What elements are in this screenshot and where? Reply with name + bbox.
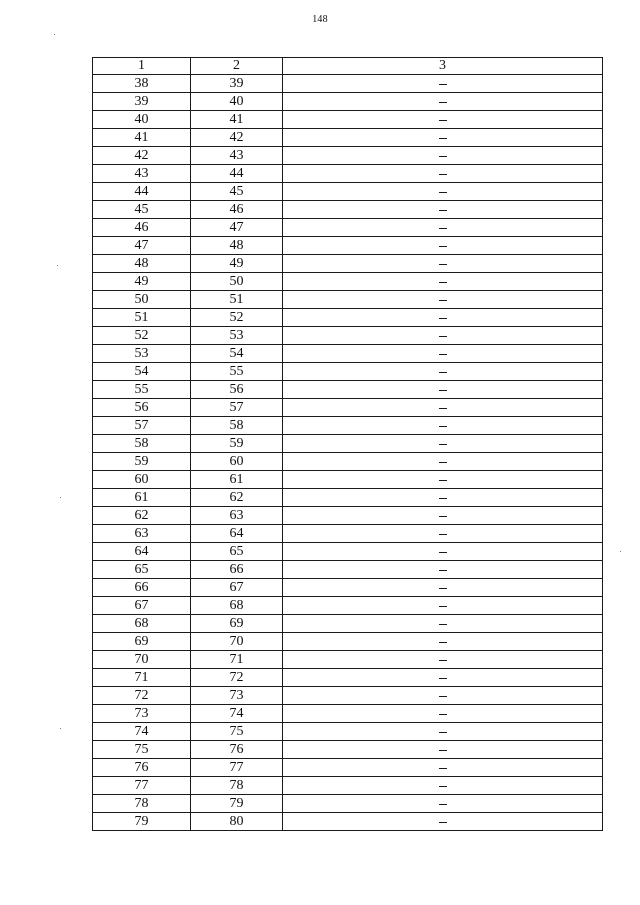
dash-mark	[439, 408, 447, 409]
table-row	[93, 471, 603, 489]
table-cell-col-3	[283, 561, 603, 579]
dash-text	[447, 777, 448, 778]
table-cell-col-3	[283, 363, 603, 381]
table-row	[93, 165, 603, 183]
table-row	[93, 507, 603, 525]
table-cell-col-3	[283, 741, 603, 759]
dash-mark	[439, 84, 447, 85]
table-cell-col-1: 48	[93, 255, 191, 273]
dash-text	[447, 363, 448, 364]
table-cell-col-3	[283, 129, 603, 147]
table-cell-col-3	[283, 201, 603, 219]
table-cell-col-2: 79	[191, 795, 283, 813]
dash-mark	[439, 534, 447, 535]
table-row	[93, 453, 603, 471]
table-cell-col-1: 39	[93, 93, 191, 111]
table-cell-col-3	[283, 255, 603, 273]
table-cell-col-1: 75	[93, 741, 191, 759]
table-cell-col-2: 62	[191, 489, 283, 507]
table-cell-col-2: 39	[191, 75, 283, 93]
table-cell-col-3	[283, 219, 603, 237]
table-row	[93, 75, 603, 93]
dash-mark	[439, 192, 447, 193]
table-cell-col-3	[283, 381, 603, 399]
scan-speck	[60, 497, 61, 498]
table-row	[93, 327, 603, 345]
table-cell-col-1: 47	[93, 237, 191, 255]
dash-text	[447, 543, 448, 544]
table-row	[93, 795, 603, 813]
table-cell-col-2: 78	[191, 777, 283, 795]
table-row	[93, 363, 603, 381]
dash-mark	[439, 462, 447, 463]
table-cell-col-1: 45	[93, 201, 191, 219]
table-cell-col-2: 44	[191, 165, 283, 183]
table-cell-col-1: 79	[93, 813, 191, 831]
data-table	[92, 57, 603, 831]
dash-text	[447, 399, 448, 400]
dash-mark	[439, 786, 447, 787]
table-cell-col-2: 64	[191, 525, 283, 543]
table-cell-col-2: 80	[191, 813, 283, 831]
table-cell-col-2: 41	[191, 111, 283, 129]
data-table-container	[92, 57, 602, 831]
dash-mark	[439, 264, 447, 265]
dash-mark	[439, 498, 447, 499]
table-cell-col-3	[283, 723, 603, 741]
table-cell-col-2: 70	[191, 633, 283, 651]
dash-mark	[439, 210, 447, 211]
dash-mark	[439, 174, 447, 175]
scan-speck	[57, 265, 58, 266]
dash-text	[447, 417, 448, 418]
table-cell-col-3	[283, 291, 603, 309]
dash-mark	[439, 570, 447, 571]
dash-text	[447, 327, 448, 328]
dash-text	[447, 183, 448, 184]
dash-text	[447, 93, 448, 94]
table-row	[93, 147, 603, 165]
table-row	[93, 615, 603, 633]
column-header-2: 2	[191, 58, 283, 75]
table-cell-col-1: 41	[93, 129, 191, 147]
table-cell-col-1: 54	[93, 363, 191, 381]
page-number: 148	[312, 14, 328, 25]
table-row	[93, 129, 603, 147]
table-cell-col-3	[283, 417, 603, 435]
table-cell-col-2: 77	[191, 759, 283, 777]
table-cell-col-1: 42	[93, 147, 191, 165]
dash-text	[447, 705, 448, 706]
table-cell-col-2: 66	[191, 561, 283, 579]
table-cell-col-3	[283, 579, 603, 597]
table-cell-col-2: 48	[191, 237, 283, 255]
dash-text	[447, 471, 448, 472]
table-row	[93, 579, 603, 597]
dash-mark	[439, 606, 447, 607]
table-row	[93, 435, 603, 453]
table-cell-col-2: 49	[191, 255, 283, 273]
table-cell-col-2: 56	[191, 381, 283, 399]
table-cell-col-3	[283, 75, 603, 93]
dash-text	[447, 561, 448, 562]
dash-text	[447, 597, 448, 598]
table-cell-col-2: 45	[191, 183, 283, 201]
table-cell-col-1: 40	[93, 111, 191, 129]
table-cell-col-2: 61	[191, 471, 283, 489]
table-cell-col-2: 52	[191, 309, 283, 327]
table-cell-col-2: 59	[191, 435, 283, 453]
table-cell-col-1: 63	[93, 525, 191, 543]
dash-text	[447, 291, 448, 292]
dash-text	[447, 129, 448, 130]
table-cell-col-1: 49	[93, 273, 191, 291]
table-cell-col-1: 57	[93, 417, 191, 435]
table-cell-col-1: 71	[93, 669, 191, 687]
dash-mark	[439, 120, 447, 121]
dash-text	[447, 219, 448, 220]
table-row	[93, 237, 603, 255]
table-cell-col-2: 43	[191, 147, 283, 165]
dash-text	[447, 723, 448, 724]
table-cell-col-1: 78	[93, 795, 191, 813]
scan-speck	[60, 728, 61, 729]
dash-mark	[439, 552, 447, 553]
dash-text	[447, 615, 448, 616]
table-row	[93, 723, 603, 741]
table-cell-col-3	[283, 471, 603, 489]
table-row	[93, 219, 603, 237]
table-row	[93, 741, 603, 759]
table-row	[93, 93, 603, 111]
dash-text	[447, 687, 448, 688]
dash-text	[447, 111, 448, 112]
table-cell-col-3	[283, 507, 603, 525]
table-cell-col-2: 54	[191, 345, 283, 363]
dash-mark	[439, 426, 447, 427]
dash-text	[447, 345, 448, 346]
table-cell-col-3	[283, 813, 603, 831]
table-row	[93, 291, 603, 309]
table-cell-col-3	[283, 633, 603, 651]
table-cell-col-2: 68	[191, 597, 283, 615]
dash-text	[447, 237, 448, 238]
table-row	[93, 687, 603, 705]
table-cell-col-2: 65	[191, 543, 283, 561]
table-cell-col-1: 66	[93, 579, 191, 597]
dash-text	[447, 633, 448, 634]
table-cell-col-3	[283, 237, 603, 255]
table-cell-col-1: 52	[93, 327, 191, 345]
dash-text	[447, 435, 448, 436]
table-row	[93, 597, 603, 615]
table-cell-col-2: 51	[191, 291, 283, 309]
table-cell-col-2: 55	[191, 363, 283, 381]
dash-mark	[439, 246, 447, 247]
dash-mark	[439, 282, 447, 283]
table-row	[93, 525, 603, 543]
table-cell-col-1: 77	[93, 777, 191, 795]
table-cell-col-3	[283, 327, 603, 345]
table-row	[93, 399, 603, 417]
dash-text	[447, 795, 448, 796]
table-cell-col-1: 50	[93, 291, 191, 309]
dash-mark	[439, 444, 447, 445]
table-cell-col-3	[283, 345, 603, 363]
table-cell-col-2: 69	[191, 615, 283, 633]
table-cell-col-1: 56	[93, 399, 191, 417]
table-cell-col-3	[283, 759, 603, 777]
table-cell-col-1: 58	[93, 435, 191, 453]
table-cell-col-2: 42	[191, 129, 283, 147]
table-row	[93, 417, 603, 435]
table-cell-col-3	[283, 309, 603, 327]
table-cell-col-3	[283, 111, 603, 129]
table-header-row	[93, 58, 603, 75]
table-row	[93, 273, 603, 291]
table-cell-col-2: 75	[191, 723, 283, 741]
table-cell-col-1: 73	[93, 705, 191, 723]
table-cell-col-3	[283, 777, 603, 795]
table-cell-col-2: 71	[191, 651, 283, 669]
dash-mark	[439, 750, 447, 751]
dash-text	[447, 453, 448, 454]
dash-text	[447, 273, 448, 274]
table-row	[93, 705, 603, 723]
table-cell-col-3	[283, 399, 603, 417]
scan-speck	[620, 551, 621, 552]
table-cell-col-2: 72	[191, 669, 283, 687]
table-cell-col-2: 57	[191, 399, 283, 417]
table-cell-col-1: 43	[93, 165, 191, 183]
dash-mark	[439, 588, 447, 589]
table-cell-col-2: 74	[191, 705, 283, 723]
table-cell-col-2: 63	[191, 507, 283, 525]
table-cell-col-1: 60	[93, 471, 191, 489]
dash-text	[447, 741, 448, 742]
dash-mark	[439, 354, 447, 355]
table-cell-col-1: 69	[93, 633, 191, 651]
dash-text	[447, 507, 448, 508]
table-cell-col-1: 46	[93, 219, 191, 237]
table-row	[93, 309, 603, 327]
table-cell-col-1: 65	[93, 561, 191, 579]
dash-text	[447, 489, 448, 490]
dash-mark	[439, 714, 447, 715]
table-cell-col-3	[283, 705, 603, 723]
table-row	[93, 651, 603, 669]
dash-mark	[439, 102, 447, 103]
table-row	[93, 669, 603, 687]
table-row	[93, 813, 603, 831]
dash-mark	[439, 696, 447, 697]
table-cell-col-1: 51	[93, 309, 191, 327]
table-cell-col-3	[283, 795, 603, 813]
table-cell-col-3	[283, 489, 603, 507]
table-cell-col-2: 73	[191, 687, 283, 705]
table-cell-col-3	[283, 273, 603, 291]
dash-mark	[439, 336, 447, 337]
table-cell-col-1: 72	[93, 687, 191, 705]
table-cell-col-3	[283, 615, 603, 633]
table-row	[93, 561, 603, 579]
dash-mark	[439, 318, 447, 319]
table-row	[93, 255, 603, 273]
column-header-3: 3	[283, 58, 603, 75]
table-cell-col-1: 67	[93, 597, 191, 615]
table-cell-col-1: 64	[93, 543, 191, 561]
table-cell-col-1: 38	[93, 75, 191, 93]
dash-mark	[439, 516, 447, 517]
dash-text	[447, 579, 448, 580]
table-row	[93, 111, 603, 129]
dash-text	[447, 255, 448, 256]
table-cell-col-1: 62	[93, 507, 191, 525]
dash-mark	[439, 300, 447, 301]
table-row	[93, 489, 603, 507]
table-row	[93, 381, 603, 399]
table-cell-col-2: 40	[191, 93, 283, 111]
scan-speck	[54, 34, 55, 35]
dash-text	[447, 525, 448, 526]
table-cell-col-2: 46	[191, 201, 283, 219]
dash-mark	[439, 480, 447, 481]
column-header-1: 1	[93, 58, 191, 75]
table-cell-col-3	[283, 687, 603, 705]
table-cell-col-2: 47	[191, 219, 283, 237]
table-cell-col-2: 67	[191, 579, 283, 597]
dash-text	[447, 165, 448, 166]
dash-text	[447, 75, 448, 76]
table-cell-col-3	[283, 525, 603, 543]
table-cell-col-3	[283, 453, 603, 471]
table-row	[93, 345, 603, 363]
dash-mark	[439, 804, 447, 805]
table-cell-col-3	[283, 543, 603, 561]
dash-mark	[439, 768, 447, 769]
dash-text	[447, 381, 448, 382]
table-cell-col-3	[283, 435, 603, 453]
table-cell-col-1: 61	[93, 489, 191, 507]
dash-mark	[439, 642, 447, 643]
table-row	[93, 183, 603, 201]
table-cell-col-2: 76	[191, 741, 283, 759]
table-cell-col-2: 60	[191, 453, 283, 471]
table-cell-col-1: 55	[93, 381, 191, 399]
dash-mark	[439, 228, 447, 229]
dash-text	[447, 759, 448, 760]
table-row	[93, 759, 603, 777]
table-cell-col-2: 58	[191, 417, 283, 435]
dash-text	[447, 201, 448, 202]
dash-text	[447, 813, 448, 814]
table-cell-col-1: 70	[93, 651, 191, 669]
dash-mark	[439, 372, 447, 373]
table-cell-col-1: 44	[93, 183, 191, 201]
table-row	[93, 543, 603, 561]
table-cell-col-1: 59	[93, 453, 191, 471]
table-cell-col-3	[283, 669, 603, 687]
table-cell-col-3	[283, 165, 603, 183]
table-cell-col-1: 76	[93, 759, 191, 777]
dash-mark	[439, 156, 447, 157]
dash-mark	[439, 390, 447, 391]
dash-text	[447, 309, 448, 310]
dash-mark	[439, 624, 447, 625]
table-cell-col-1: 68	[93, 615, 191, 633]
table-cell-col-1: 53	[93, 345, 191, 363]
table-body	[93, 75, 603, 831]
dash-mark	[439, 660, 447, 661]
dash-text	[447, 669, 448, 670]
table-cell-col-2: 50	[191, 273, 283, 291]
dash-text	[447, 147, 448, 148]
dash-text	[447, 651, 448, 652]
table-cell-col-2: 53	[191, 327, 283, 345]
table-row	[93, 201, 603, 219]
table-cell-col-3	[283, 93, 603, 111]
table-cell-col-3	[283, 183, 603, 201]
table-cell-col-1: 74	[93, 723, 191, 741]
table-cell-col-3	[283, 597, 603, 615]
dash-mark	[439, 678, 447, 679]
dash-mark	[439, 138, 447, 139]
dash-mark	[439, 822, 447, 823]
table-row	[93, 777, 603, 795]
table-cell-col-3	[283, 651, 603, 669]
dash-mark	[439, 732, 447, 733]
table-cell-col-3	[283, 147, 603, 165]
table-row	[93, 633, 603, 651]
